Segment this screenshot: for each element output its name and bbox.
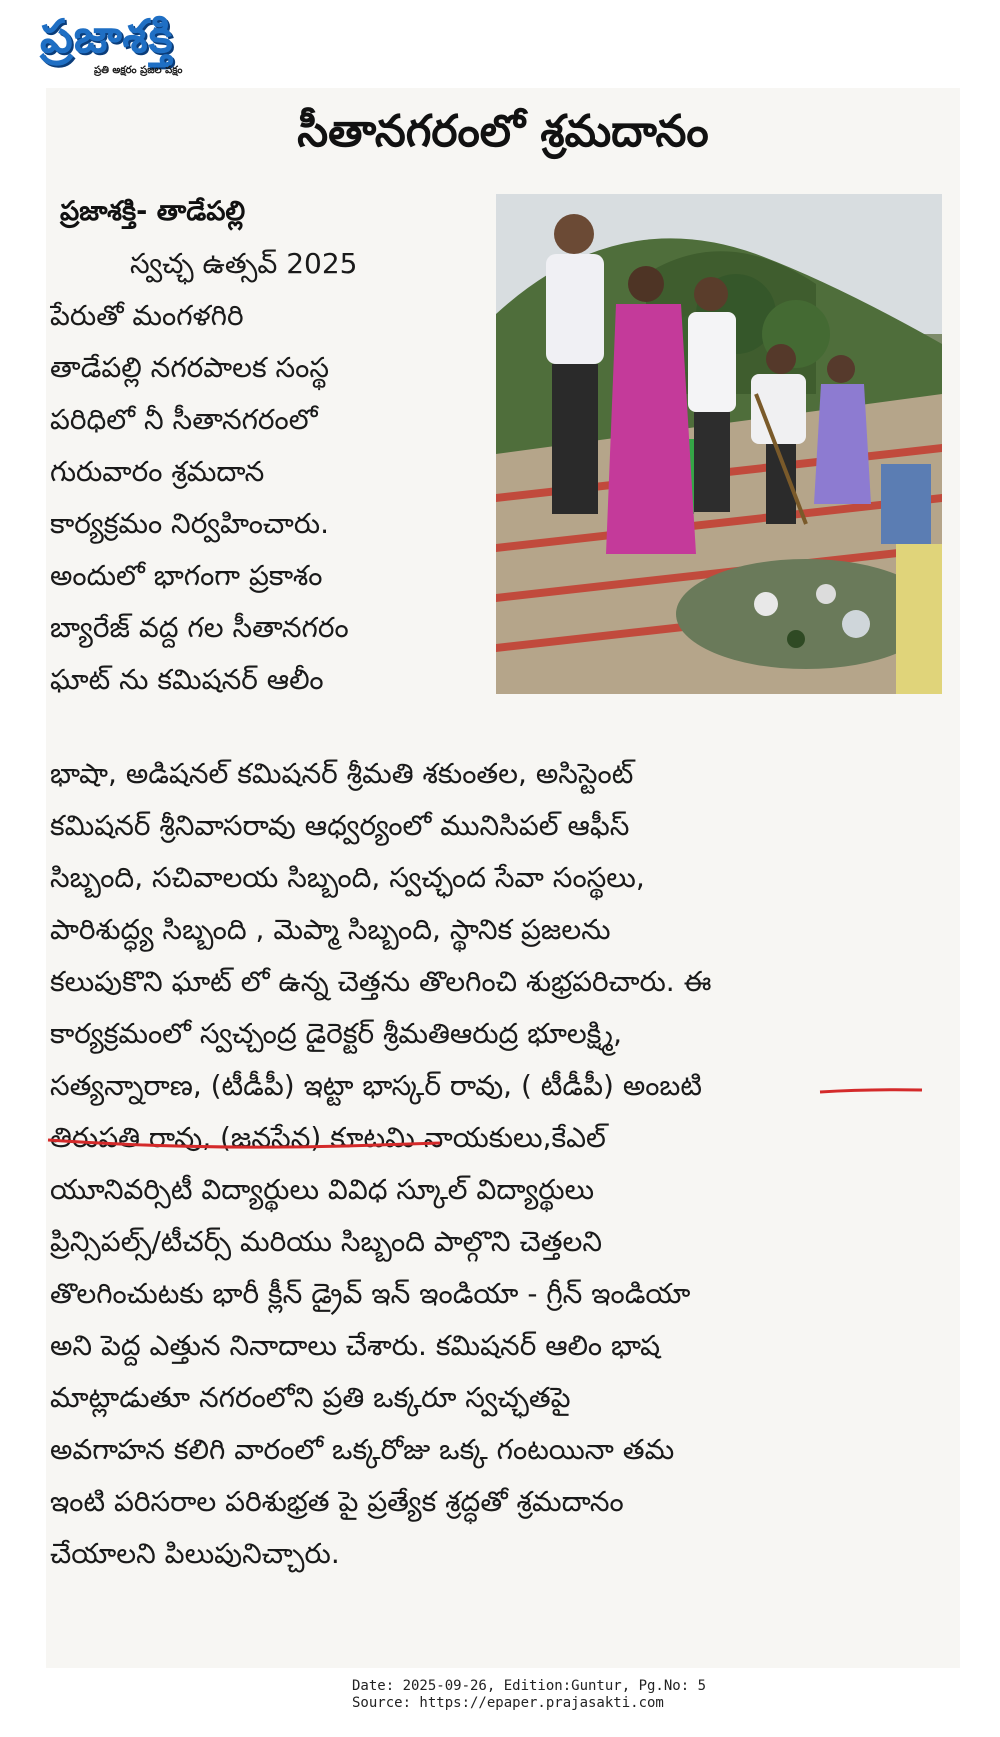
newspaper-logo [36,8,286,80]
article-line: ఘాట్ ను కమిషనర్ ఆలీం [50,663,324,696]
article-column-text [50,238,480,706]
date-edition-line: Date: 2025-09-26, Edition:Guntur, Pg.No: 5 [352,1678,707,1694]
article-line: కమిషనర్ శ్రీనివాసరావు ఆధ్వర్యంలో మునిసిపల్ ఆఫీస్ [50,809,630,842]
article-line: యూనివర్సిటీ విద్యార్థులు వివిధ స్కూల్ విద్యార్థులు [50,1173,595,1206]
source-url-line: Source: https://epaper.prajasakti.com [352,1695,664,1711]
article-body-text [50,748,944,1580]
red-underline-mark [46,1136,442,1150]
article-line: ఇంటి పరిసరాల పరిశుభ్రత పై ప్రత్యేక శ్రద్ధతో శ్రమదానం [50,1485,624,1518]
article-photo [496,194,942,694]
article-line: పారిశుద్ధ్య సిబ్బంది , మెప్మా సిబ్బంది, స్థానిక ప్రజలను [50,913,611,946]
article-line: కార్యక్రమం నిర్వహించారు. [50,507,330,540]
article-line: బ్యారేజ్ వద్ద గల సీతానగరం [50,611,349,644]
article-dateline: ప్రజాశక్తి- తాడేపల్లి [60,196,246,227]
article-line: కలుపుకొని ఘాట్ లో ఉన్న చెత్తను తొలగించి శుభ్రపరిచారు. ఈ [50,965,712,998]
article-line: సత్యన్నారాణ, (టీడీపీ) ఇట్టా భాస్కర్ రావు, ( టీడీపీ) అంబటి [50,1069,703,1102]
article-line: స్వచ్ఛ ఉత్సవ్ 2025 [130,247,358,280]
article-line: పేరుతో మంగళగిరి [50,299,244,332]
article-line: అందులో భాగంగా ప్రకాశం [50,559,323,592]
article-line: సిబ్బంది, సచివాలయ సిబ్బంది, స్వచ్ఛంద సేవా సంస్థలు, [50,861,645,894]
article-line: తిరుపతి రావు, (జనసేన) కూటమి నాయకులు,కేఎల్ [50,1121,606,1154]
article-line: అని పెద్ద ఎత్తున నినాదాలు చేశారు. కమిషనర్ ఆలిం భాష [50,1329,661,1362]
logo-tagline: ప్రతి అక్షరం ప్రజల పక్షం [94,65,183,76]
article-line: ప్రిన్సిపల్స్/టీచర్స్ మరియు సిబ్బంది పాల్గొని చెత్తలని [50,1225,603,1258]
article-line: గురువారం శ్రమదాన [50,455,265,488]
article-line: తాడేపల్లి నగరపాలక సంస్థ [50,351,329,384]
article-line: అవగాహన కలిగి వారంలో ఒక్కరోజు ఒక్క గంటయినా తమ [50,1433,675,1466]
article-line: చేయాలని పిలుపునిచ్చారు. [50,1537,340,1570]
article-line: భాషా, అడిషనల్ కమిషనర్ శ్రీమతి శకుంతల, అసిస్టెంట్ [50,757,634,790]
red-underline-mark [818,1087,924,1095]
source-footer [352,1678,706,1712]
article-line: మాట్లాడుతూ నగరంలోని ప్రతి ఒక్కరూ స్వచ్ఛతపై [50,1381,571,1414]
article-line: పరిధిలో నీ సీతానగరంలో [50,403,318,436]
logo-text: ప్రజాశక్తి [40,9,174,63]
article-line: తొలగించుటకు భారీ క్లీన్ డ్రైవ్ ఇన్ ఇండియా - గ్రీన్ ఇండియా [50,1277,691,1310]
article-line: కార్యక్రమంలో స్వచ్చంద్ర డైరెక్టర్ శ్రీమతిఆరుద్ర భూలక్ష్మి, [50,1017,623,1050]
cleanup-photo-illustration [496,194,942,694]
article-headline: సీతానగరంలో శ్రమదానం [297,106,709,157]
article-clipping [46,88,960,1668]
